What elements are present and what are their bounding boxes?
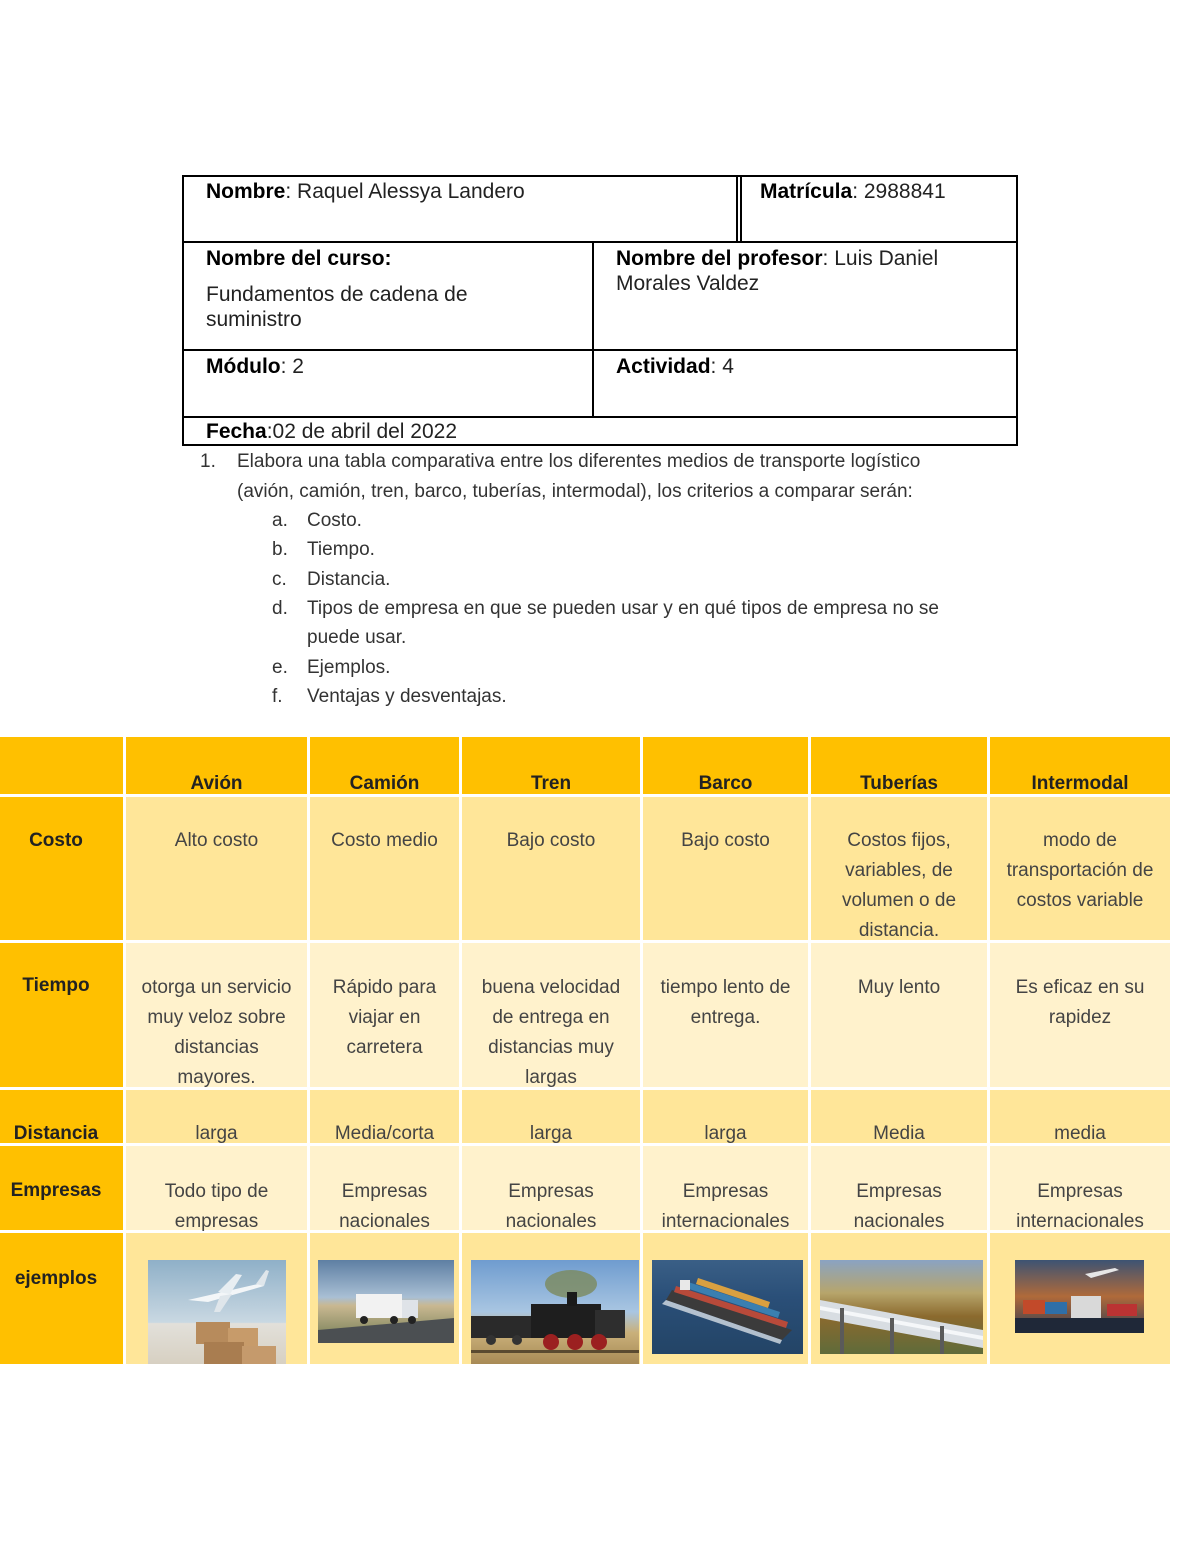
row-label: Distancia [13,1123,99,1144]
instruction-text: Elabora una tabla comparativa entre los diferentes medios de transporte logístico [237,451,921,472]
table-cell: larga [529,1123,573,1144]
row-label: Costo [29,830,83,851]
container-ship-photo [652,1260,803,1354]
row-label: ejemplos [14,1268,98,1289]
date: Fecha:02 de abril del 2022 [206,420,458,443]
table-cell: Rápido para viajar en carretera [332,977,437,1058]
activity: Actividad: 4 [616,355,734,378]
table-cell: Empresas nacionales [505,1181,597,1232]
row-label: Empresas [10,1180,102,1201]
intermodal-port-photo [1015,1260,1144,1333]
table-cell: Empresas nacionales [339,1181,430,1232]
table-cell: Costo medio [331,830,438,851]
divider [184,349,1016,351]
table-cell: buena velocidad de entrega en distancias muy largas [481,977,621,1088]
column-header: Intermodal [1031,773,1129,794]
divider [592,241,594,417]
comparison-table [0,737,1170,1364]
airplane-icon [188,1270,269,1312]
student-name: Nombre: Raquel Alessya Landero [206,180,525,203]
ship-icon [662,1278,792,1344]
module: Módulo: 2 [206,355,304,378]
table-cell: Todo tipo de empresas [164,1181,269,1232]
divider [184,241,1016,243]
intermodal-icon [1015,1268,1144,1333]
column-header: Tren [530,773,572,794]
pipeline-photo [820,1260,983,1354]
table-cell: modo de transportación de costos variable [1006,830,1154,911]
course-value: Fundamentos de cadena de suministro [206,283,468,331]
table-cell: Costos fijos, variables, de volumen o de distancia. [841,830,957,941]
instruction-text: (avión, camión, tren, barco, tuberías, intermodal), los criterios a comparar serán: [237,481,913,502]
divider [736,177,738,243]
table-cell: otorga un servicio muy veloz sobre distancias mayores. [141,977,292,1088]
column-header: Barco [698,773,753,794]
student-id: Matrícula: 2988841 [760,180,946,203]
table-cell: media [1054,1123,1106,1144]
column-header: Camión [349,773,420,794]
student-info-box [182,175,1018,446]
professor-name: Nombre del profesor: Luis Daniel Morales Valdez [616,247,939,296]
truck-icon [356,1294,418,1324]
list-number: 1. [200,451,216,472]
table-cell: Bajo costo [506,830,596,851]
table-cell: larga [704,1123,747,1144]
column-header: Tuberías [860,773,938,794]
table-cell: Empresas internacionales [661,1181,790,1232]
course-name: Nombre del curso: Fundamentos de cadena de suministro [186,245,586,333]
train-icon [471,1292,625,1350]
table-cell: Es eficaz en su rapidez [1015,977,1145,1028]
table-cell: Media/corta [334,1123,435,1144]
boxes-icon [196,1322,276,1364]
table-cell: Bajo costo [681,830,770,851]
table-cell: tiempo lento de entrega. [660,977,791,1028]
pipeline-icon [820,1300,983,1354]
row-divider [0,940,1170,943]
row-label: Tiempo [22,975,90,996]
table-cell: Muy lento [857,977,941,998]
table-cell: Empresas nacionales [853,1181,945,1232]
table-cell: Alto costo [174,830,259,851]
table-cell: Empresas internacionales [1016,1181,1144,1232]
steam-train-photo [471,1260,639,1364]
table-cell: larga [195,1123,238,1144]
truck-highway-photo [318,1260,454,1343]
table-cell: Media [873,1123,925,1144]
airplane-cargo-photo [148,1260,286,1364]
column-header: Avión [190,773,243,794]
